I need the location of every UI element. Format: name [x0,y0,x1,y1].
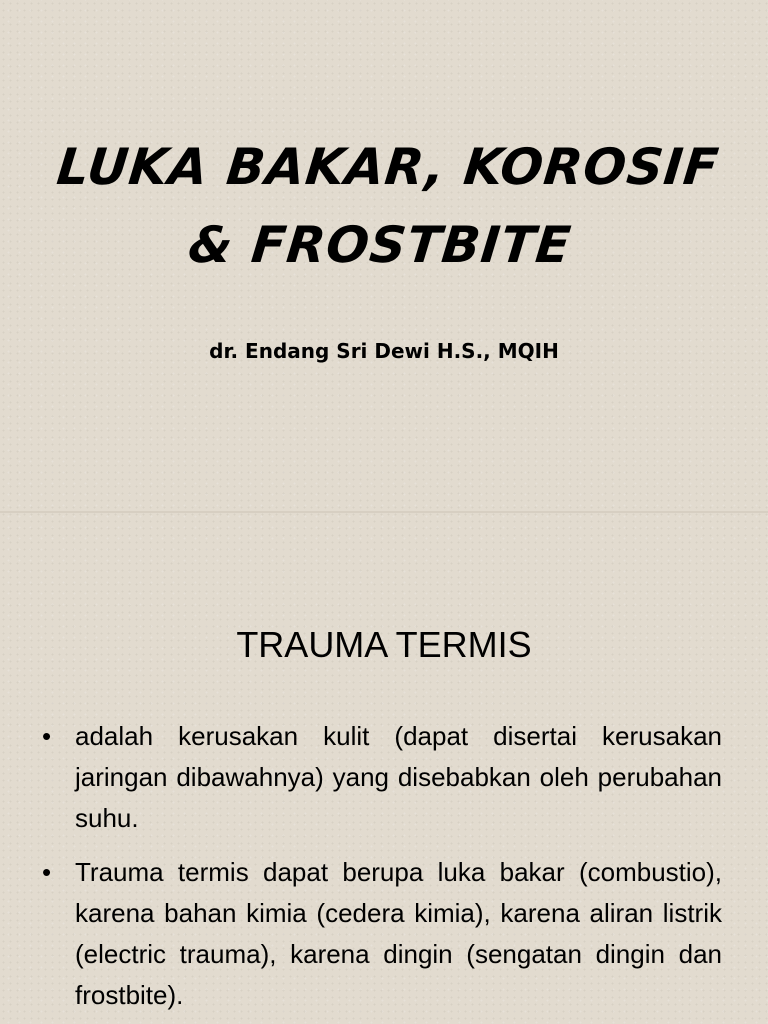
bullet-item [42,852,722,1016]
slide-title-line-1: LUKA BAKAR, KOROSIF [54,138,722,196]
slide-title-line-2: & FROSTBITE [185,216,575,274]
content-slide [0,512,768,1024]
bullet-item [42,716,722,839]
bullet-marker-icon: • [42,857,52,887]
slide-heading: TRAUMA TERMIS [236,624,532,665]
bullet-text: Trauma termis dapat berupa luka bakar (combustio), karena bahan kimia (cedera kimia), karena aliran listrik (electric trauma), karena dingin (sengatan dingin dan frostbite). [75,857,722,1010]
slide-divider [0,511,768,513]
bullet-list [42,716,722,1024]
bullet-marker-icon: • [42,721,52,751]
slide-title [32,128,736,284]
author-name: dr. Endang Sri Dewi H.S., MQIH [209,339,559,363]
bullet-text: adalah kerusakan kulit (dapat disertai kerusakan jaringan dibawahnya) yang disebabkan oleh perubahan suhu. [75,721,722,833]
